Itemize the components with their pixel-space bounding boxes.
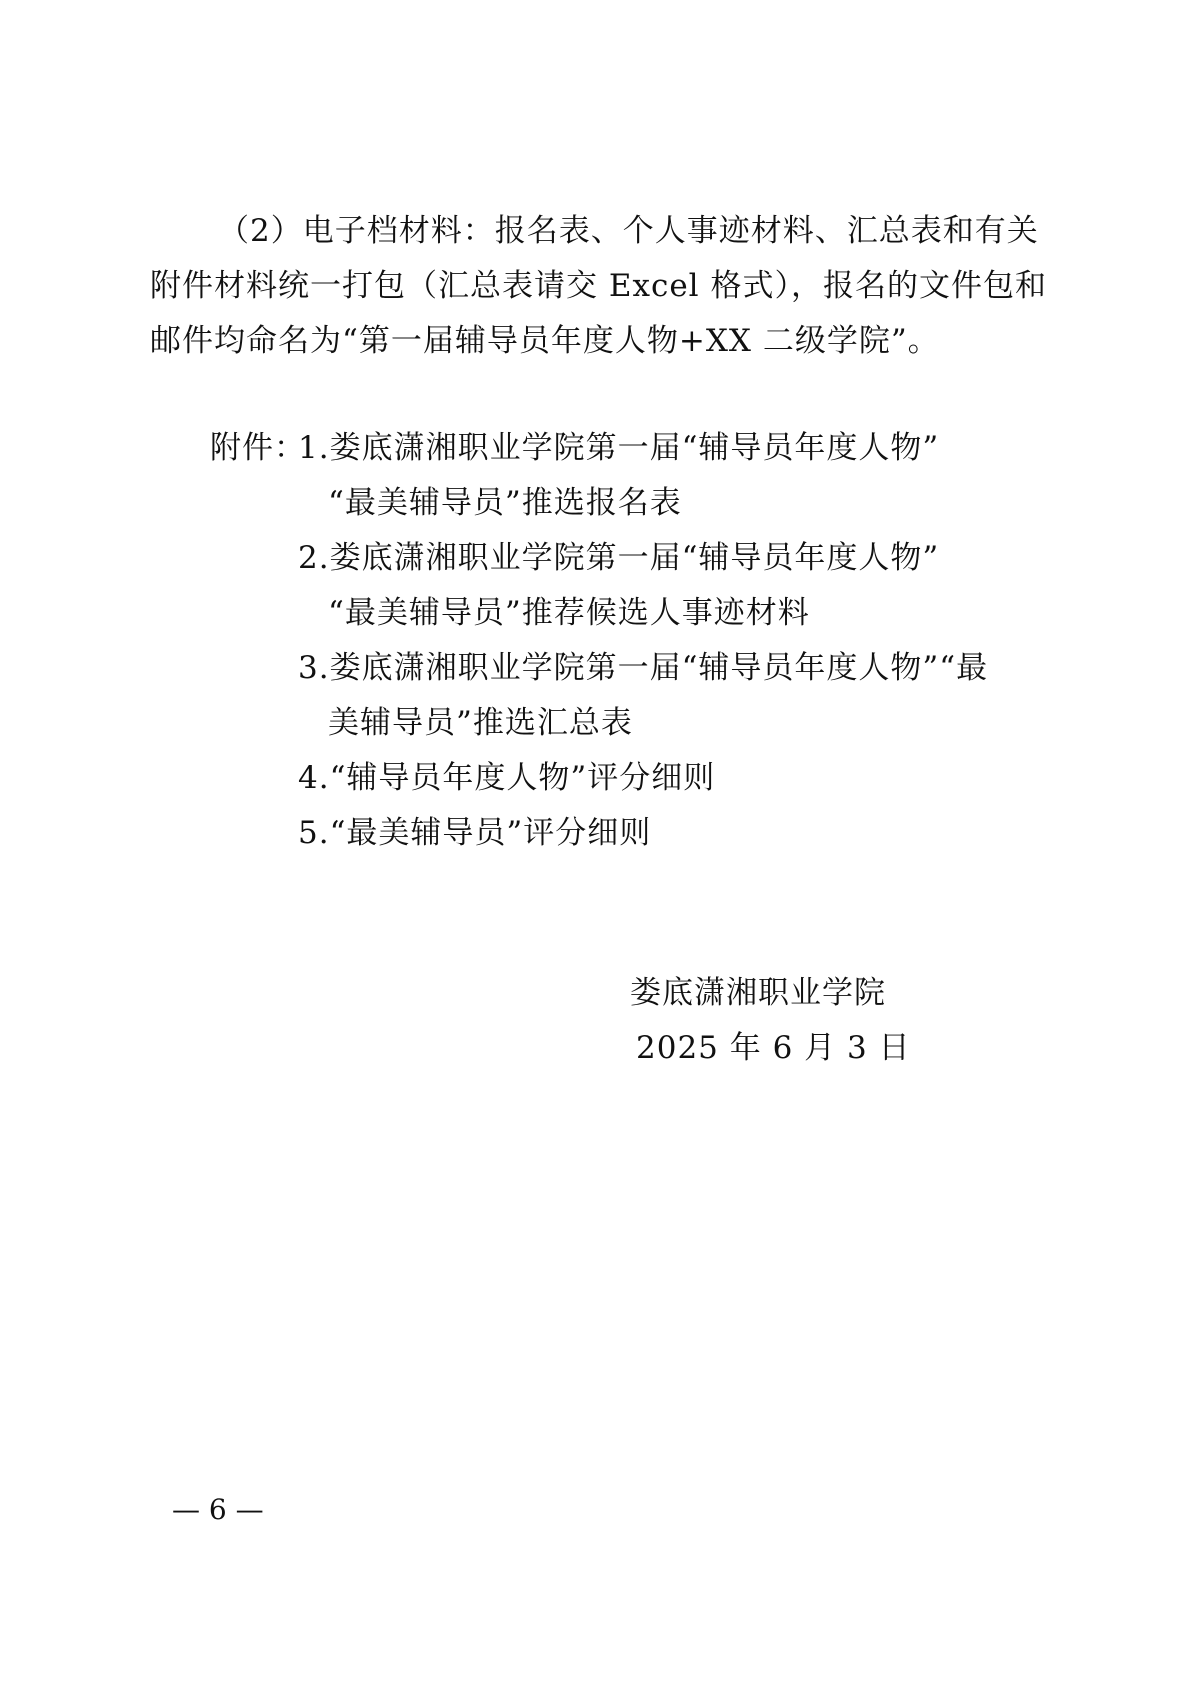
attachment-item: 1.娄底潇湘职业学院第一届“辅导员年度人物” xyxy=(298,430,940,466)
attachment-item-continuation: 美辅导员”推选汇总表 xyxy=(328,705,633,741)
attachment-item: 4.“辅导员年度人物”评分细则 xyxy=(298,760,716,796)
signature-organization: 娄底潇湘职业学院 xyxy=(630,975,886,1011)
signature-date: 2025 年 6 月 3 日 xyxy=(636,1030,911,1066)
body-paragraph-line: 附件材料统一打包（汇总表请交 Excel 格式），报名的文件包和 xyxy=(150,268,1047,304)
attachment-item: 3.娄底潇湘职业学院第一届“辅导员年度人物”“最 xyxy=(298,650,989,686)
attachment-item-continuation: “最美辅导员”推选报名表 xyxy=(328,485,682,521)
attachments-heading: 附件： xyxy=(210,430,306,466)
attachment-item-continuation: “最美辅导员”推荐候选人事迹材料 xyxy=(328,595,810,631)
attachment-item: 2.娄底潇湘职业学院第一届“辅导员年度人物” xyxy=(298,540,940,576)
body-paragraph-line: （2）电子档材料：报名表、个人事迹材料、汇总表和有关 xyxy=(218,213,1039,249)
body-paragraph-line: 邮件均命名为“第一届辅导员年度人物+XX 二级学院”。 xyxy=(150,323,940,359)
page-number: — 6 — xyxy=(172,1493,264,1526)
attachment-item: 5.“最美辅导员”评分细则 xyxy=(298,815,652,851)
